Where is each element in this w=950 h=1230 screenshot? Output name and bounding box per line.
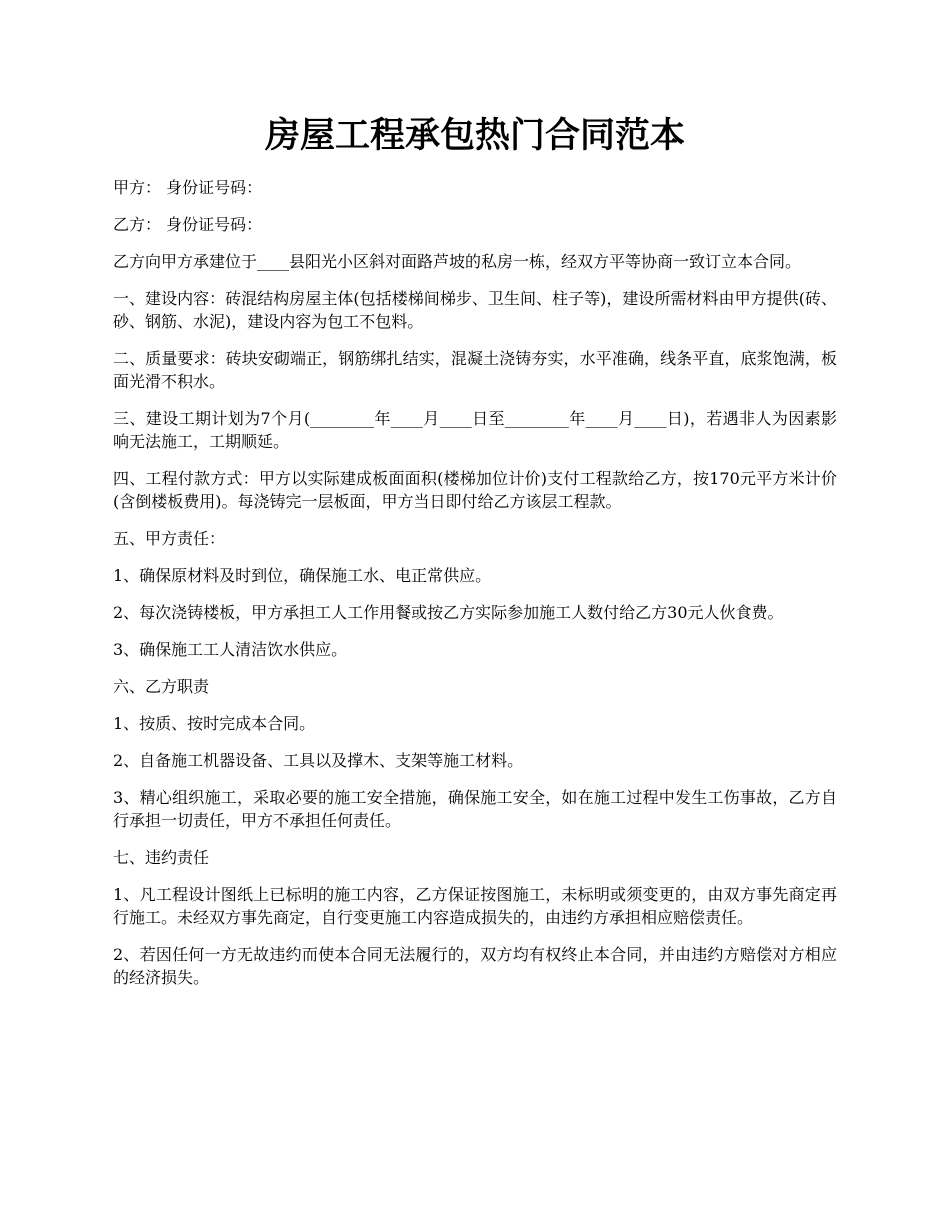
clause-construction-content: 一、建设内容：砖混结构房屋主体(包括楼梯间梯步、卫生间、柱子等)，建设所需材料由甲方提供(砖、砂、钢筋、水泥)，建设内容为包工不包料。 <box>113 289 837 331</box>
clause-payment-method: 四、工程付款方式：甲方以实际建成板面面积(楼梯加位计价)支付工程款给乙方，按170元平方米计价(含倒楼板费用)。每浇铸完一层板面，甲方当日即付给乙方该层工程款。 <box>113 469 837 511</box>
section-heading-breach: 七、违约责任 <box>113 848 210 867</box>
section-heading-party-b: 六、乙方职责 <box>113 677 210 696</box>
party-b-duty-1: 1、按质、按时完成本合同。 <box>113 714 316 733</box>
party-a-duty-2: 2、每次浇铸楼板，甲方承担工人工作用餐或按乙方实际参加施工人数付给乙方30元人伙食费。 <box>113 603 784 622</box>
clause-quality-requirements: 二、质量要求：砖块安砌端正，钢筋绑扎结实，混凝土浇铸夯实，水平准确，线条平直，底浆饱满，板面光滑不积水。 <box>113 349 837 391</box>
party-a-line: 甲方： 身份证号码： <box>113 178 263 197</box>
party-b-line: 乙方： 身份证号码： <box>113 215 263 234</box>
document-title: 房屋工程承包热门合同范本 <box>264 115 685 156</box>
party-b-duty-3: 3、精心组织施工，采取必要的施工安全措施，确保施工安全，如在施工过程中发生工伤事故，乙方自行承担一切责任，甲方不承担任何责任。 <box>113 788 837 830</box>
party-a-duty-1: 1、确保原材料及时到位，确保施工水、电正常供应。 <box>113 566 492 585</box>
intro-paragraph: 乙方向甲方承建位于____县阳光小区斜对面路芦坡的私房一栋，经双方平等协商一致订立本合同。 <box>113 252 802 271</box>
section-heading-party-a: 五、甲方责任： <box>113 529 226 548</box>
breach-clause-2: 2、若因任何一方无故违约而使本合同无法履行的，双方均有权终止本合同，并由违约方赔偿对方相应的经济损失。 <box>113 945 837 987</box>
breach-clause-1: 1、凡工程设计图纸上已标明的施工内容，乙方保证按图施工，未标明或须变更的，由双方事先商定再行施工。未经双方事先商定，自行变更施工内容造成损失的，由违约方承担相应赔偿责任。 <box>113 885 837 927</box>
party-b-duty-2: 2、自备施工机器设备、工具以及撑木、支架等施工材料。 <box>113 751 524 770</box>
clause-construction-period: 三、建设工期计划为7个月(________年____月____日至________年____月____日)，若遇非人为因素影响无法施工，工期顺延。 <box>113 409 837 451</box>
party-a-duty-3: 3、确保施工工人清洁饮水供应。 <box>113 640 348 659</box>
document-body <box>113 176 837 1003</box>
